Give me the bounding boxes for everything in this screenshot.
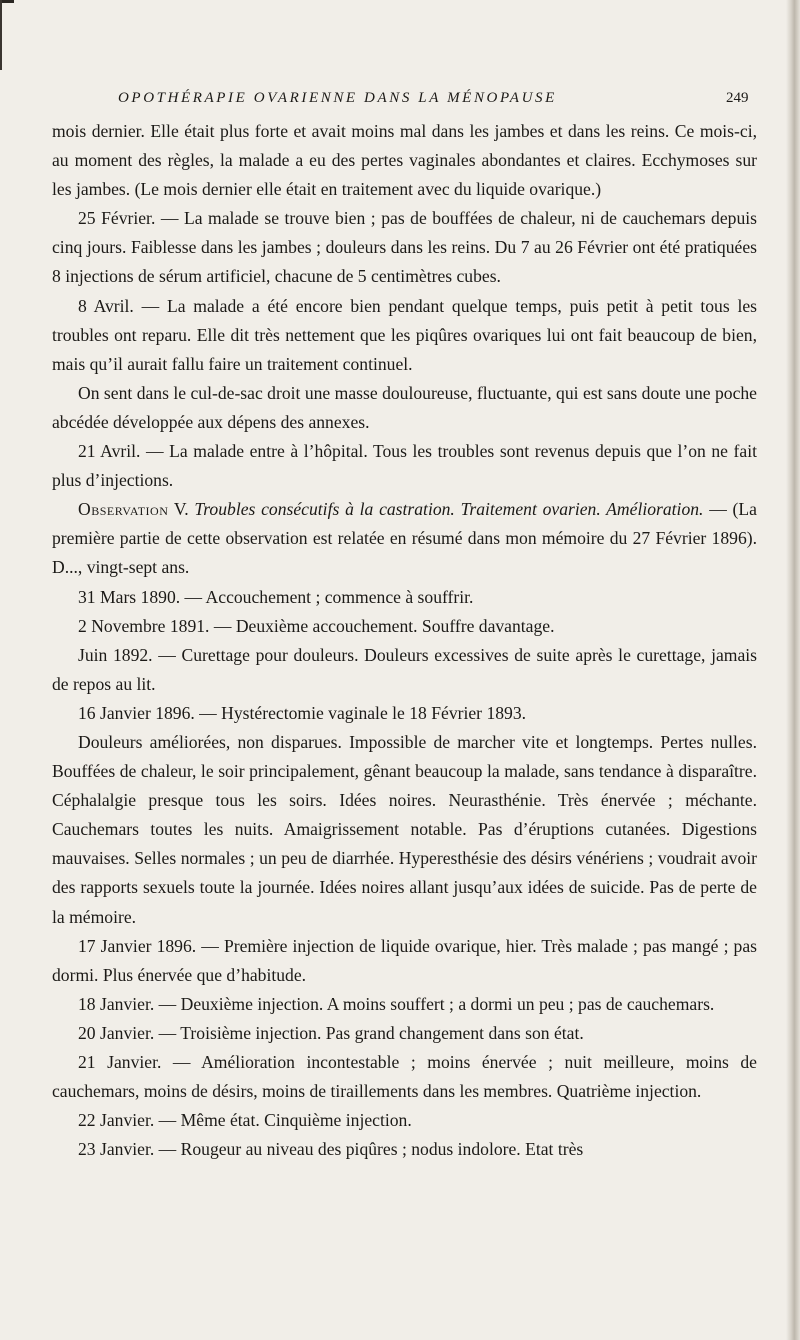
paragraph-21-avril: 21 Avril. — La malade entre à l’hôpital. Tous les troubles sont revenus depuis que l’on ne fait plus d’injections. [52,441,757,491]
body-text [52,117,757,1164]
paragraph-8-avril: 8 Avril. — La malade a été encore bien pendant quelque temps, puis petit à petit tous les troubles ont reparu. Elle dit très nettement que les piqûres ovariques lui ont fait beaucoup de bien, mais qu’il aurait fallu faire un traitement continuel. [52,295,757,374]
paragraph-20-janvier: 20 Janvier. — Troisième injection. Pas grand changement dans son état. [78,1022,584,1043]
observation-intro: — (La première partie de cette observation est relatée en résumé dans mon mémoire du 27 Février 1896). D..., vingt-sept ans. [52,499,757,578]
paragraph-17-janvier-1896: 17 Janvier 1896. — Première injection de liquide ovarique, hier. Très malade ; pas mangé ; pas dormi. Plus énervée que d’habitude. [52,935,757,985]
paragraph-symptoms: Douleurs améliorées, non disparues. Impossible de marcher vite et longtemps. Pertes nulles. Bouffées de chaleur, le soir principalement, gênant beaucoup la malade, sans tendance à disparaître. Céphalalgie presque tous les soirs. Idées noires. Neurasthénie. Très énervée ; méchante. Cauchemars toutes les nuits. Amaigrissement notable. Pas d’éruptions cutanées. Digestions mauvaises. Selles normales ; un peu de diarrhée. Hyperesthésie des désirs vénériens ; voudrait avoir des rapports sexuels toute la journée. Idées noires allant jusqu’aux idées de suicide. Pas de perte de la mémoire. [52,731,757,927]
page-corner-mark [0,0,14,3]
paragraph-21-janvier: 21 Janvier. — Amélioration incontestable ; moins énervée ; nuit meilleure, moins de cauchemars, moins de désirs, moins de tiraillements dans les membres. Quatrième injection. [52,1052,757,1102]
paragraph-juin-1892: Juin 1892. — Curettage pour douleurs. Douleurs excessives de suite après le curettage, jamais de repos au lit. [52,644,757,694]
paragraph-cul-de-sac: On sent dans le cul-de-sac droit une masse douloureuse, fluctuante, qui est sans doute une poche abcédée développée aux dépens des annexes. [52,382,757,432]
running-head [0,90,800,114]
paragraph-25-fevrier: 25 Février. — La malade se trouve bien ; pas de bouffées de chaleur, ni de cauchemars depuis cinq jours. Faiblesse dans les jambes ; douleurs dans les reins. Du 7 au 26 Février ont été pratiquées 8 injections de sérum artificiel, chacune de 5 centimètres cubes. [52,208,757,287]
observation-heading-paragraph [52,495,757,582]
paragraph-23-janvier: 23 Janvier. — Rougeur au niveau des piqûres ; nodus indolore. Etat très [78,1139,584,1160]
paragraph-18-janvier: 18 Janvier. — Deuxième injection. A moins souffert ; a dormi un peu ; pas de cauchemars. [78,993,715,1014]
observation-label: Observation [78,499,169,520]
page-left-edge [0,0,2,70]
paragraph-22-janvier: 22 Janvier. — Même état. Cinquième injection. [78,1110,412,1131]
observation-number: V. [168,499,195,520]
paragraph-16-janvier-1896: 16 Janvier 1896. — Hystérectomie vaginale le 18 Février 1893. [78,702,527,723]
paragraph-2-novembre-1891: 2 Novembre 1891. — Deuxième accouchement. Souffre davantage. [78,615,555,636]
page-number: 249 [726,90,749,106]
running-head-title: OPOTHÉRAPIE OVARIENNE DANS LA MÉNOPAUSE [118,90,557,106]
paragraph-31-mars-1890: 31 Mars 1890. — Accouchement ; commence à souffrir. [78,586,474,607]
page-right-edge-shadow [786,0,800,1340]
observation-title: Troubles consécutifs à la castration. Traitement ovarien. Amélioration. [194,499,704,520]
paragraph-continuation: mois dernier. Elle était plus forte et avait moins mal dans les jambes et dans les reins. Ce mois-ci, au moment des règles, la malade a eu des pertes vaginales abondantes et claires. Ecchymoses sur les jambes. (Le mois dernier elle était en traitement avec du liquide ovarique.) [52,121,757,200]
